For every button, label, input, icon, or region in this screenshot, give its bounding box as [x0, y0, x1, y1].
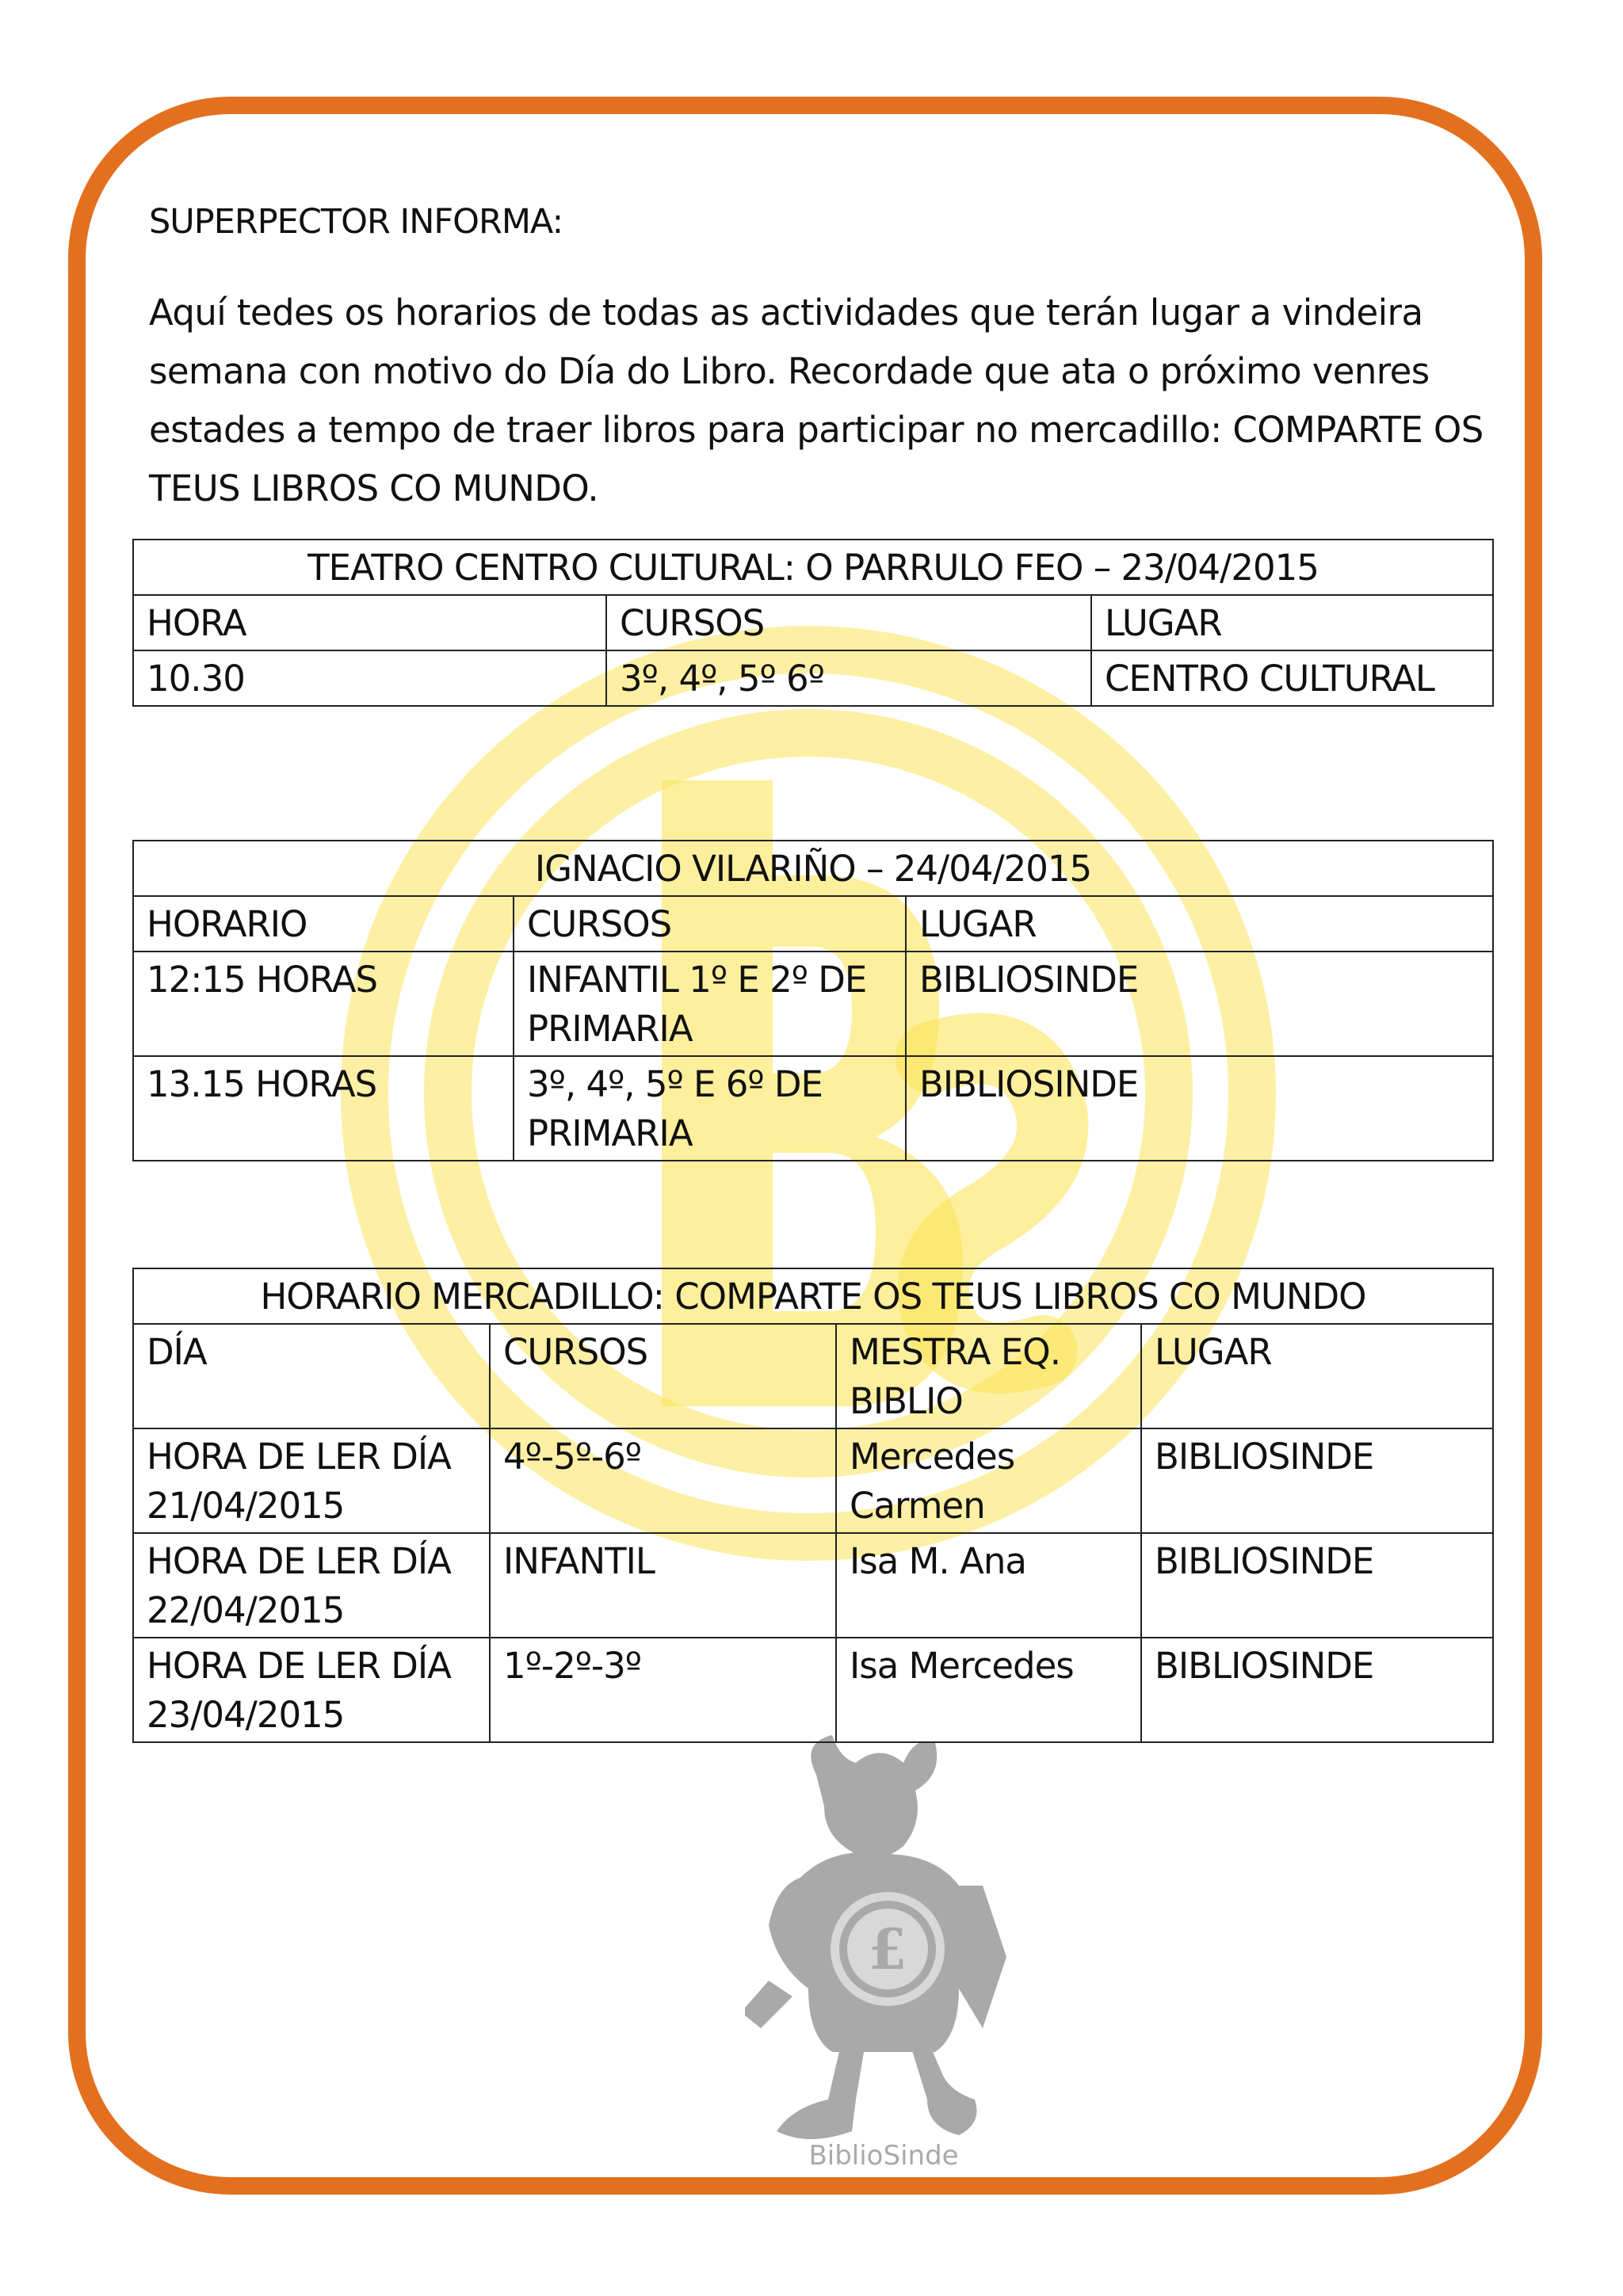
table-header: HORA — [133, 595, 606, 650]
table-header: LUGAR — [1141, 1324, 1493, 1428]
table-cell: 4º-5º-6º — [490, 1428, 836, 1533]
table-title: TEATRO CENTRO CULTURAL: O PARRULO FEO – 23/04/2015 — [133, 540, 1493, 595]
table-cell: HORA DE LER DÍA 22/04/2015 — [133, 1533, 490, 1638]
table-cell: BIBLIOSINDE — [906, 952, 1493, 1056]
table-header: CURSOS — [490, 1324, 836, 1428]
table-cell: HORA DE LER DÍA 21/04/2015 — [133, 1428, 490, 1533]
table-cell: 3º, 4º, 5º E 6º DE PRIMARIA — [514, 1056, 906, 1161]
table-cell: 13.15 HORAS — [133, 1056, 514, 1161]
table-header: DÍA — [133, 1324, 490, 1428]
svg-text:£: £ — [868, 1917, 907, 1982]
table-title: HORARIO MERCADILLO: COMPARTE OS TEUS LIBROS CO MUNDO — [133, 1268, 1493, 1324]
book-market-table — [132, 1268, 1494, 1743]
table-row — [133, 1056, 1493, 1161]
author-visit-table — [132, 840, 1494, 1161]
table-header: LUGAR — [906, 896, 1493, 952]
table-header: HORARIO — [133, 896, 514, 952]
table-cell: CENTRO CULTURAL — [1091, 650, 1493, 706]
table-cell: 1º-2º-3º — [490, 1638, 836, 1742]
table-row — [133, 952, 1493, 1056]
page-heading: SUPERPECTOR INFORMA: — [149, 202, 563, 242]
table-header: MESTRA EQ. BIBLIO — [836, 1324, 1141, 1428]
table-cell: 3º, 4º, 5º 6º — [606, 650, 1091, 706]
table-cell: BIBLIOSINDE — [1141, 1638, 1493, 1742]
table-cell: BIBLIOSINDE — [1141, 1428, 1493, 1533]
theatre-table — [132, 539, 1494, 707]
table-header: CURSOS — [514, 896, 906, 952]
table-header: LUGAR — [1091, 595, 1493, 650]
table-header: CURSOS — [606, 595, 1091, 650]
mascot-label: BiblioSinde — [808, 2140, 959, 2171]
table-cell: 10.30 — [133, 650, 606, 706]
table-row — [133, 650, 1493, 706]
table-title: IGNACIO VILARIÑO – 24/04/2015 — [133, 841, 1493, 896]
table-row — [133, 1638, 1493, 1742]
intro-paragraph: Aquí tedes os horarios de todas as actividades que terán lugar a vindeira semana con motivo do Día do Libro. Recordade que ata o próximo venres estades a tempo de traer libros para participar no mercadillo: COMPARTE OS TEUS LIBROS CO MUNDO. — [149, 292, 1484, 509]
table-cell: INFANTIL — [490, 1533, 836, 1638]
table-cell: HORA DE LER DÍA 23/04/2015 — [133, 1638, 490, 1742]
table-cell: 12:15 HORAS — [133, 952, 514, 1056]
table-row — [133, 1533, 1493, 1638]
table-cell: BIBLIOSINDE — [906, 1056, 1493, 1161]
table-cell: Isa M. Ana — [836, 1533, 1141, 1638]
table-cell: Isa Mercedes — [836, 1638, 1141, 1742]
table-cell: BIBLIOSINDE — [1141, 1533, 1493, 1638]
table-cell: INFANTIL 1º E 2º DE PRIMARIA — [514, 952, 906, 1056]
table-cell: Mercedes Carmen — [836, 1428, 1141, 1533]
table-row — [133, 1428, 1493, 1533]
